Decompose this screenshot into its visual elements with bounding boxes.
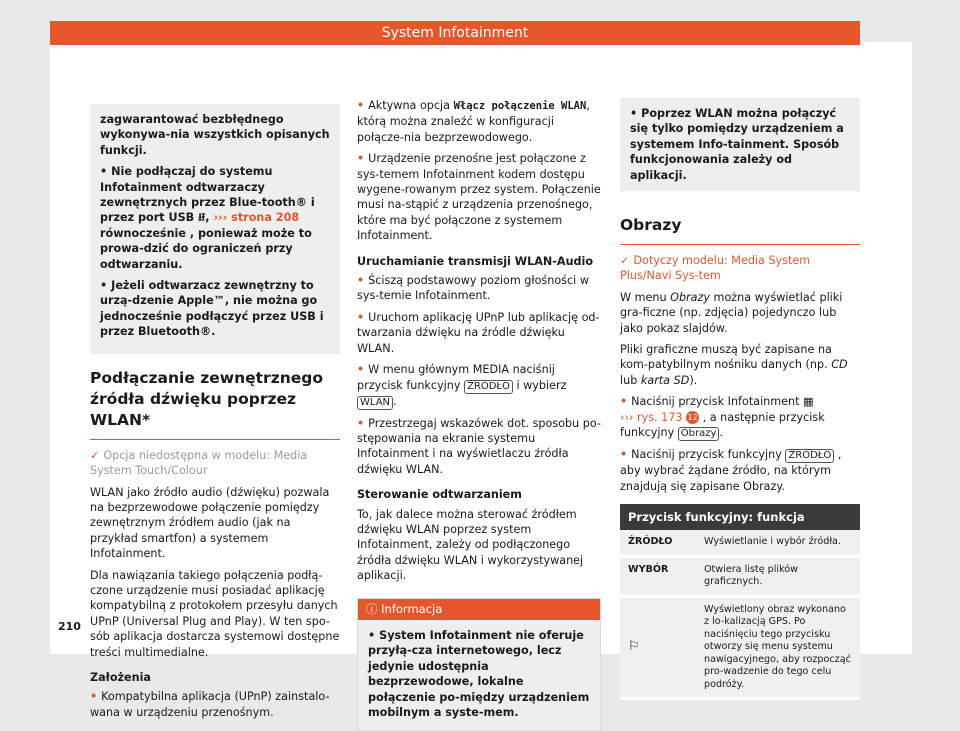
subheading-requirements: Założenia (90, 670, 151, 684)
table-row: WYBÓR Otwiera listę plików graficznych. (620, 556, 860, 596)
warning-bullet-2: • Jeżeli odtwarzacz zewnętrzny to urzą-dzenie Apple™, nie można go jednocześnie podłączyć przez USB i przez Bluetooth®. (100, 278, 330, 340)
paragraph: To, jak dalece można sterować źródłem dźwięku WLAN poprzez system Infotainment, zależy od podłączonego źródła dźwięku WLAN i wykorzystywanej aplikacji. (357, 507, 584, 583)
info-header: ⓘ Informacja (358, 599, 600, 620)
warning-intro: zagwarantować bezbłędnego wykonywa-nia wszystkich opisanych funkcji. (100, 113, 330, 157)
list-item: • W menu głównym MEDIA naciśnij przycisk funkcyjny ŹRÓDŁO i wybierz WLAN . (357, 362, 601, 409)
note-box-continued (620, 98, 860, 191)
paragraph: Dla nawiązania takiego połączenia podłą-czone urządzenie musi posiadać aplikację kompatybilną z protokołem przesyłu danych UPnP (Universal Plug and Play). W ten spo-sób aplikacja dostarcza systemowi dostępne treści multimedialne. (90, 568, 340, 659)
option-name: Włącz połączenie WLAN (453, 100, 587, 112)
table-row: ⚐ Wyświetlony obraz wykonano z lo-kalizacją GPS. Po naciśnięciu tego przycisku otworzy się menu systemu nawigacyjnego, aby rozpocząć pro-wadzenie do tego celu podróży. (620, 596, 860, 699)
applicability-note: ✓ Opcja niedostępna w modelu: Media System Touch/Colour (90, 448, 308, 478)
page-number: 210 (58, 620, 81, 633)
info-box (357, 598, 601, 731)
list-item: • Naciśnij przycisk Infotainment ▦ ››› rys. 173 12 , a następnie przycisk funkcyjny Obrazy . (620, 394, 860, 441)
list-item: • Ściszą podstawowy poziom głośności w sys-temie Infotainment. (357, 273, 601, 304)
section-title-images: Obrazy (620, 201, 860, 245)
section-title-wlan: Podłączanie zewnętrznego źródła dźwięku poprzez WLAN* (90, 354, 340, 440)
list-item: • Naciśnij przycisk funkcyjny ŹRÓDŁO , aby wybrać żądane źródło, na którym znajdują się zapisane Obrazy. (620, 447, 860, 494)
subheading-start: Uruchamianie transmisji WLAN-Audio (357, 254, 594, 268)
usb-icon: ⭿ (198, 211, 206, 225)
table-header: Przycisk funkcyjny: funkcja (620, 504, 860, 531)
paragraph: Pliki graficzne muszą być zapisane na kom-patybilnym nośniku danych (np. CD lub karta SD). (620, 343, 848, 387)
info-icon: ⓘ (366, 601, 378, 616)
list-item: • Aktywna opcja Włącz połączenie WLAN, którą można znaleźć w konfiguracji połącze-nia bezprzewodowego. (357, 98, 601, 145)
flag-icon: ⚐ (628, 638, 640, 654)
figure-ref-link[interactable]: ››› rys. 173 (620, 410, 683, 424)
list-item: • Przestrzegaj wskazówek dot. sposobu po-stępowania na ekranie systemu Infotainment i na wyświetlaczu źródła dźwięku WLAN. (357, 416, 601, 478)
paragraph: WLAN jako źródło audio (dźwięku) pozwala na bezprzewodowe połączenie pomiędzy zewnętrznym źródłem audio (jak na przykład smartfon) a systemem Infotainment. (90, 485, 330, 561)
warning-box-continued (90, 104, 340, 354)
column-right (620, 98, 860, 700)
list-item: • Uruchom aplikację UPnP lub aplikację od-twarzania dźwięku na źródle dźwięku WLAN. (357, 310, 601, 356)
source-button[interactable]: ŹRÓDŁO (464, 380, 513, 394)
column-middle (357, 98, 601, 731)
page-header (50, 21, 860, 45)
callout-number: 12 (687, 413, 698, 423)
warning-bullet-1: • Nie podłączaj do systemu Infotainment odtwarzaczy zewnętrznych przez Blue-tooth® i przez port USB ⭿, ››› strona 208 równocześnie , ponieważ może to prowa-dzić do ograniczeń przy odtwarzaniu. (100, 164, 330, 272)
note-bullet: • Poprzez WLAN można połączyć się tylko pomiędzy urządzeniem a systemem Info-tainment. Sposób funkcjonowania zależy od aplikacji. (630, 106, 850, 183)
paragraph: W menu Obrazy można wyświetlać pliki gra-ficzne (np. zdjęcia) pojedynczo lub jako pokaz slajdów. (620, 290, 843, 335)
menu-grid-icon: ▦ (803, 395, 814, 409)
wlan-button[interactable]: WLAN (357, 396, 393, 410)
subheading-control: Sterowanie odtwarzaniem (357, 488, 522, 502)
function-button-table (620, 504, 860, 701)
page-ref-link[interactable]: ››› strona 208 (213, 211, 300, 225)
check-icon: ✓ (620, 254, 630, 268)
list-item: • Kompatybilna aplikacja (UPnP) zainstalo-wana w urządzeniu przenośnym. (90, 689, 340, 720)
column-left (90, 104, 340, 726)
table-row: ŹRÓDŁO Wyświetlanie i wybór źródła. (620, 530, 860, 556)
applicability-note: ✓ Dotyczy modelu: Media System Plus/Navi Sys-tem (620, 254, 811, 283)
images-button[interactable]: Obrazy (678, 427, 720, 441)
header-title: System Infotainment (381, 25, 529, 41)
info-body: • System Infotainment nie oferuje przyłą-cza internetowego, lecz jedynie udostępnia bezprzewodowe, lokalne połączenie po-między urządzeniem mobilnym a syste-mem. (358, 620, 600, 730)
source-button[interactable]: ŹRÓDŁO (785, 449, 834, 463)
check-icon: ✓ (90, 448, 100, 462)
list-item: • Urządzenie przenośne jest połączone z sys-temem Infotainment kodem dostępu wygene-rowanym przez system. Połączenie musi na-stąpić z urządzenia przenośnego, które ma być połączone z systemem Infotainment. (357, 151, 601, 243)
